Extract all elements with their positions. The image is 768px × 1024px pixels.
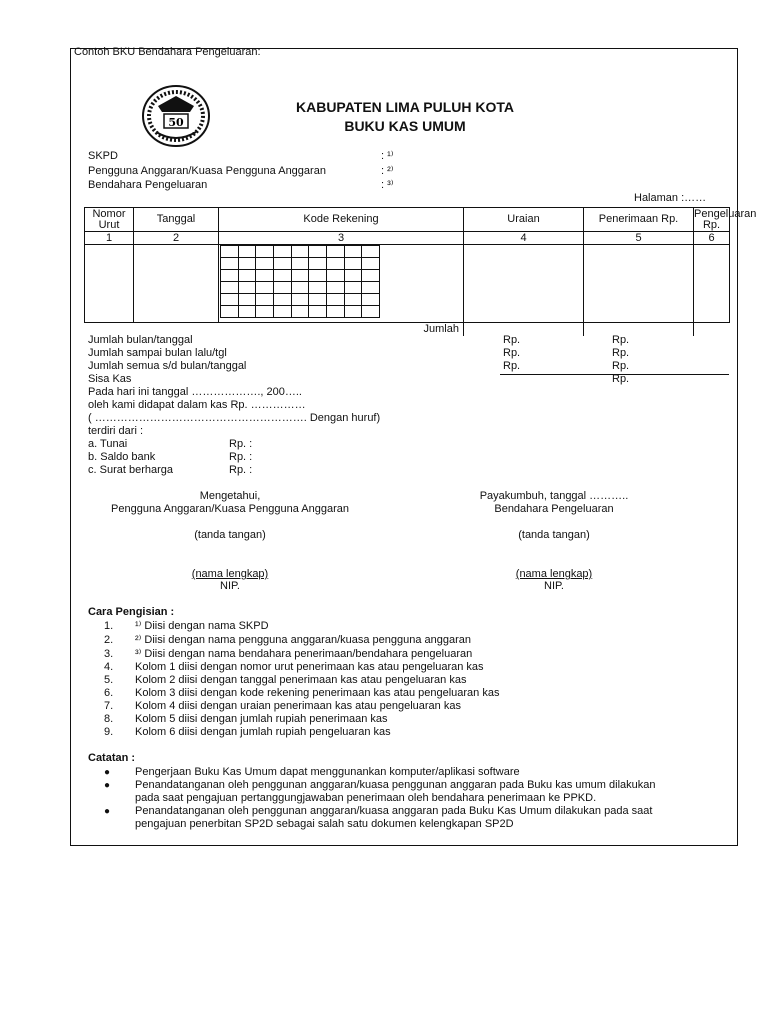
account-code-grid xyxy=(220,245,380,318)
regency-title: KABUPATEN LIMA PULUH KOTA xyxy=(295,99,515,115)
instruction-text: Kolom 2 diisi dengan tanggal penerimaan kas atau pengeluaran kas xyxy=(135,674,467,686)
breakdown-label: c. Surat berharga xyxy=(88,464,173,476)
entry-cell[interactable] xyxy=(464,245,584,323)
statement-line: ( …………………………………………………. Dengan huruf) xyxy=(88,412,381,424)
col-header-number: Nomor Urut xyxy=(85,208,134,232)
breakdown-value: Rp. : xyxy=(229,451,253,463)
instruction-number: 5. xyxy=(104,674,114,686)
summary-label: Jumlah sampai bulan lalu/tgl xyxy=(88,347,227,359)
col-header-date: Tanggal xyxy=(134,208,219,232)
instruction-number: 1. xyxy=(104,620,114,632)
summary-expenditures: Rp. xyxy=(612,373,630,385)
col-header-receipts: Penerimaan Rp. xyxy=(584,208,694,232)
bullet-icon: ● xyxy=(104,767,111,778)
sign-left-name: (nama lengkap) xyxy=(191,568,269,580)
sign-left-line2: Pengguna Anggaran/Kuasa Pengguna Anggaran xyxy=(111,503,349,515)
breakdown-value: Rp. : xyxy=(229,464,253,476)
col-number-5: 5 xyxy=(584,232,694,245)
sign-left-nip: NIP. xyxy=(220,580,240,592)
total-label: Jumlah xyxy=(219,323,464,336)
summary-receipts: Rp. xyxy=(503,360,521,372)
skpd-label: SKPD xyxy=(88,150,118,162)
instruction-text: Kolom 5 diisi dengan jumlah rupiah penerimaan kas xyxy=(135,713,388,725)
instruction-number: 8. xyxy=(104,713,114,725)
instruction-number: 6. xyxy=(104,687,114,699)
summary-expenditures: Rp. xyxy=(612,347,630,359)
note-text: Penandatanganan oleh penggunan anggaran/kuasa penggunan anggaran pada Buku kas umum dilakukan xyxy=(135,779,656,791)
treasurer-marker: : ³⁾ xyxy=(381,179,394,191)
summary-receipts: Rp. xyxy=(503,347,521,359)
treasurer-label: Bendahara Pengeluaran xyxy=(88,179,208,191)
skpd-marker: : ¹⁾ xyxy=(381,150,394,162)
budget-user-label: Pengguna Anggaran/Kuasa Pengguna Anggaran xyxy=(88,165,326,177)
book-title: BUKU KAS UMUM xyxy=(344,118,466,134)
page-label: Halaman :…… xyxy=(634,192,707,204)
statement-line: terdiri dari : xyxy=(88,425,144,437)
notes-title: Catatan : xyxy=(88,752,136,764)
sign-right-name: (nama lengkap) xyxy=(515,568,593,580)
note-text: pengajuan penerbitan SP2D sebagai salah satu dokumen kelengkapan SP2D xyxy=(135,818,514,830)
col-header-expenditures: Pengeluaran Rp. xyxy=(694,207,757,231)
entry-cell[interactable] xyxy=(694,245,730,323)
col-number-1: 1 xyxy=(85,232,134,245)
instruction-number: 9. xyxy=(104,726,114,738)
instruction-text: Kolom 1 diisi dengan nomor urut penerimaan kas atau pengeluaran kas xyxy=(135,661,484,673)
instruction-text: ³⁾ Diisi dengan nama bendahara penerimaan/bendahara pengeluaran xyxy=(135,648,473,660)
instruction-number: 7. xyxy=(104,700,114,712)
instruction-number: 3. xyxy=(104,648,114,660)
sign-right-nip: NIP. xyxy=(544,580,564,592)
summary-expenditures: Rp. xyxy=(612,360,630,372)
entry-cell[interactable] xyxy=(85,245,134,323)
emblem-number: 50 xyxy=(168,116,184,129)
instruction-text: Kolom 6 diisi dengan jumlah rupiah pengeluaran kas xyxy=(135,726,391,738)
sign-right-line1: Payakumbuh, tanggal ……….. xyxy=(479,490,629,502)
bullet-icon: ● xyxy=(104,780,111,791)
breakdown-value: Rp. : xyxy=(229,438,253,450)
statement-line: Pada hari ini tanggal ………………., 200….. xyxy=(88,386,302,398)
sign-right-line2: Bendahara Pengeluaran xyxy=(494,503,614,515)
entry-cell[interactable] xyxy=(134,245,219,323)
instruction-text: ¹⁾ Diisi dengan nama SKPD xyxy=(135,620,269,632)
summary-expenditures: Rp. xyxy=(612,334,630,346)
sign-left-line1: Mengetahui, xyxy=(199,490,261,502)
caption: Contoh BKU Bendahara Pengeluaran: xyxy=(74,46,261,58)
breakdown-label: a. Tunai xyxy=(88,438,128,450)
instruction-text: Kolom 3 diisi dengan kode rekening penerimaan kas atau pengeluaran kas xyxy=(135,687,500,699)
summary-label: Sisa Kas xyxy=(88,373,132,385)
entry-cell[interactable] xyxy=(584,245,694,323)
col-header-description: Uraian xyxy=(464,208,584,232)
breakdown-label: b. Saldo bank xyxy=(88,451,156,463)
cash-book-table xyxy=(84,207,757,336)
note-text: Penandatanganan oleh penggunan anggaran/kuasa anggaran pada Buku Kas Umum dilakukan pada saat xyxy=(135,805,653,817)
sign-right-signature: (tanda tangan) xyxy=(518,529,590,541)
instruction-text: ²⁾ Diisi dengan nama pengguna anggaran/kuasa pengguna anggaran xyxy=(135,634,472,646)
col-header-account-code: Kode Rekening xyxy=(219,208,464,232)
note-text: Pengerjaan Buku Kas Umum dapat menggunankan komputer/aplikasi software xyxy=(135,766,520,778)
note-text: pada saat pengajuan pertanggungjawaban penerimaan oleh bendahara penerimaan ke PPKD. xyxy=(135,792,597,804)
instruction-text: Kolom 4 diisi dengan uraian penerimaan kas atau pengeluaran kas xyxy=(135,700,461,712)
instruction-number: 2. xyxy=(104,634,114,646)
summary-receipts: Rp. xyxy=(503,334,521,346)
col-number-4: 4 xyxy=(464,232,584,245)
budget-user-marker: : ²⁾ xyxy=(381,165,394,177)
col-number-6: 6 xyxy=(694,232,730,245)
instructions-title: Cara Pengisian : xyxy=(88,606,175,618)
bullet-icon: ● xyxy=(104,806,111,817)
regency-emblem-icon xyxy=(140,84,212,148)
sign-left-signature: (tanda tangan) xyxy=(194,529,266,541)
summary-label: Jumlah semua s/d bulan/tanggal xyxy=(88,360,247,372)
col-number-2: 2 xyxy=(134,232,219,245)
statement-line: oleh kami didapat dalam kas Rp. …………… xyxy=(88,399,306,411)
summary-label: Jumlah bulan/tanggal xyxy=(88,334,193,346)
col-number-3: 3 xyxy=(219,232,464,245)
instruction-number: 4. xyxy=(104,661,114,673)
